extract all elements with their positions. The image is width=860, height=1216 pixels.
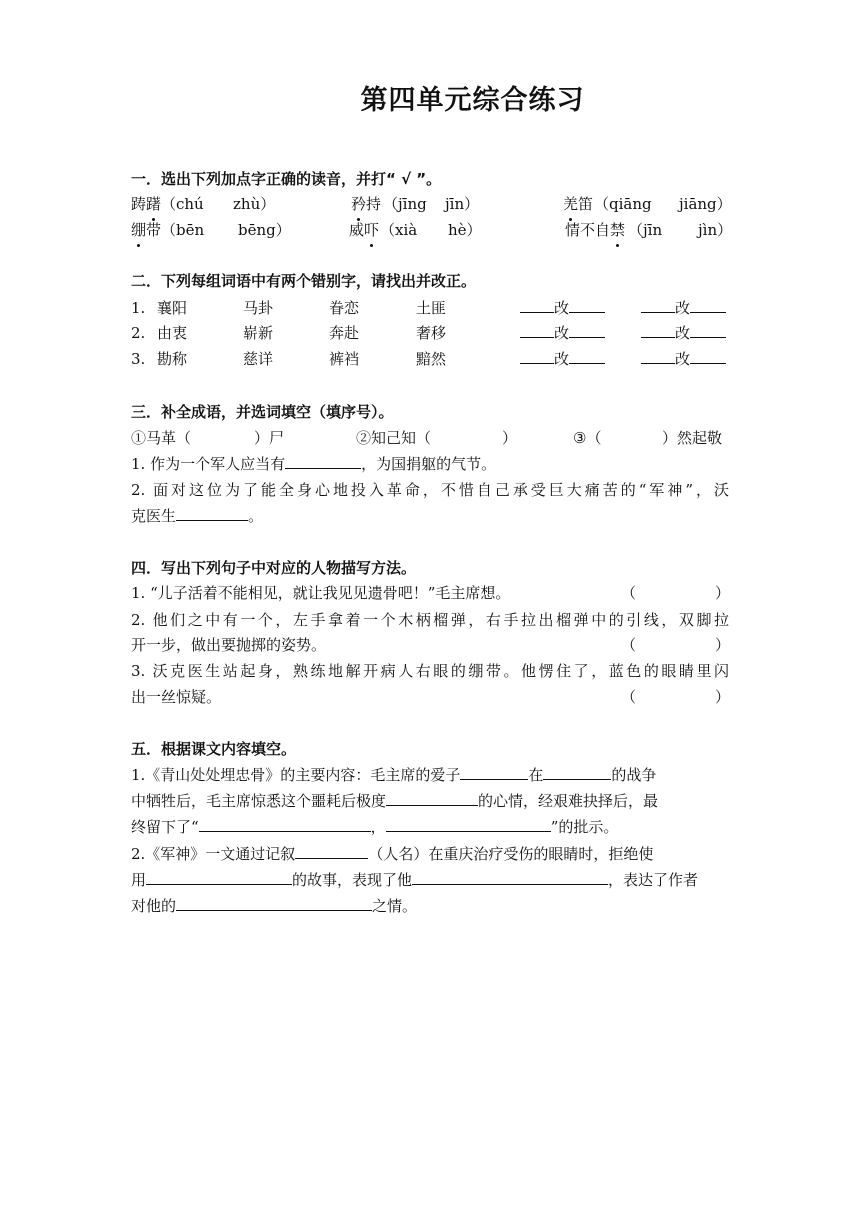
s1-r1-pinyin-c2: jiāng） <box>679 195 732 213</box>
blank[interactable] <box>569 348 605 364</box>
s1-r1-word-a <box>131 193 161 215</box>
section-3-heading: 三．补全成语，并选词填空（填序号）。 <box>131 403 394 421</box>
blank[interactable] <box>569 297 605 313</box>
question-text: 终留下了“ <box>131 818 199 836</box>
s4-question-3: 3. 沃克医生站起身，熟练地解开病人右眼的绷带。他愣住了，蓝色的眼睛里闪 <box>131 662 729 680</box>
s1-r2-pinyin-b1: （xià <box>380 221 418 239</box>
s1-r2-pinyin-a1: （bēn <box>161 221 205 239</box>
s5-line-5 <box>131 869 729 891</box>
idiom-option-3-start: ③（ <box>573 429 602 447</box>
correction-pair <box>520 348 605 370</box>
s1-r1-word-c <box>563 193 593 215</box>
blank[interactable] <box>460 764 528 780</box>
word: 崭新 <box>243 324 274 342</box>
correction-pair <box>520 297 605 319</box>
idiom-option-1-start: ①马革（ <box>131 429 192 447</box>
char: 持 <box>366 195 382 213</box>
blank[interactable] <box>690 297 726 313</box>
blank[interactable] <box>199 816 371 832</box>
answer-paren-right: ） <box>715 636 731 654</box>
question-text: 。 <box>248 507 264 525</box>
blank[interactable] <box>641 348 675 364</box>
s4-question-1 <box>131 582 729 604</box>
s1-row-1 <box>131 193 732 215</box>
s1-r2-pinyin-c1: （jīn <box>628 221 663 239</box>
char: 踌 <box>131 195 147 213</box>
s1-r2-pinyin-a2: bēng） <box>238 221 291 239</box>
dotted-char: 矜 <box>351 195 367 213</box>
blank[interactable] <box>386 816 551 832</box>
char: 威 <box>349 221 365 239</box>
idiom-option-3-end: ）然起敬 <box>662 429 723 447</box>
answer-paren-right: ） <box>715 688 731 706</box>
s1-r1-pinyin-b2: jīn） <box>445 195 480 213</box>
s1-r1-pinyin-b1: （jīng <box>383 195 427 213</box>
section-1-heading: 一．选出下列加点字正确的读音，并打“ √ ”。 <box>131 170 442 188</box>
section-4-heading: 四．写出下列句子中对应的人物描写方法。 <box>131 559 417 577</box>
blank[interactable] <box>520 322 554 338</box>
s1-r2-pinyin-c2: jìn） <box>698 221 733 239</box>
s1-r1-word-b <box>351 193 381 215</box>
question-text: 的战争 <box>611 766 657 784</box>
blank[interactable] <box>412 869 608 885</box>
question-text: 对他的 <box>131 897 177 915</box>
blank[interactable] <box>641 322 675 338</box>
correction-pair <box>641 322 726 344</box>
s1-r1-pinyin-a1: （chú <box>161 195 204 213</box>
blank[interactable] <box>543 764 611 780</box>
question-text: ，为国捐躯的气节。 <box>361 455 497 473</box>
blank[interactable] <box>146 869 292 885</box>
word: 奢移 <box>416 324 447 342</box>
gai-label: 改 <box>675 324 691 342</box>
word: 马卦 <box>243 299 274 317</box>
gai-label: 改 <box>554 324 570 342</box>
char: 情不自 <box>565 221 611 239</box>
idiom-option-1-end: ）尸 <box>254 429 285 447</box>
question-text: 的故事，表现了他 <box>292 871 413 889</box>
word: 土匪 <box>416 299 447 317</box>
s5-line-3 <box>131 816 729 838</box>
s3-question-1 <box>131 453 729 475</box>
word: 黯然 <box>416 350 447 368</box>
s1-r2-word-c <box>565 219 625 241</box>
gai-label: 改 <box>675 299 691 317</box>
word: 裤裆 <box>329 350 360 368</box>
s3-idiom-options <box>131 427 729 449</box>
dotted-char: 羌 <box>563 195 579 213</box>
dotted-char: 吓 <box>364 221 380 239</box>
answer-paren-left[interactable]: （ <box>621 584 637 602</box>
blank[interactable] <box>176 895 372 911</box>
s3-question-2: 2. 面对这位为了能全身心地投入革命，不惜自己承受巨大痛苦的“军神”，沃 <box>131 481 729 499</box>
word: 奔赴 <box>329 324 360 342</box>
s5-line-6 <box>131 895 729 917</box>
word: 襄阳 <box>157 299 188 317</box>
s1-r2-word-b <box>349 219 379 241</box>
question-text: 1.《青山处处埋忠骨》的主要内容：毛主席的爱子 <box>131 766 461 784</box>
row-number: 3. <box>131 350 146 368</box>
dotted-char: 绷 <box>131 221 147 239</box>
s2-row-3 <box>131 348 729 370</box>
s5-line-2 <box>131 790 729 812</box>
s5-line-4 <box>131 843 729 865</box>
s1-r1-pinyin-a2: zhù） <box>233 195 276 213</box>
question-text: ”的批示。 <box>550 818 619 836</box>
gai-label: 改 <box>554 299 570 317</box>
question-text: 1. 作为一个军人应当有 <box>131 455 286 473</box>
char: 笛 <box>578 195 594 213</box>
section-2-heading: 二．下列每组词语中有两个错别字，请找出并改正。 <box>131 272 477 290</box>
blank[interactable] <box>295 843 368 859</box>
blank[interactable] <box>520 297 554 313</box>
word: 勘称 <box>157 350 188 368</box>
correction-pair <box>520 322 605 344</box>
blank[interactable] <box>569 322 605 338</box>
s1-r2-word-a <box>131 219 161 241</box>
s4-question-2-cont <box>131 634 729 656</box>
blank[interactable] <box>285 453 361 469</box>
page-title: 第四单元综合练习 <box>360 85 585 116</box>
dotted-char: 躇 <box>146 195 162 213</box>
question-text: 克医生 <box>131 507 177 525</box>
correction-pair <box>641 348 726 370</box>
idiom-option-2-start: ②知己知（ <box>356 429 432 447</box>
s2-row-1 <box>131 297 729 319</box>
s1-r2-pinyin-b2: hè） <box>448 221 482 239</box>
word: 眷恋 <box>329 299 360 317</box>
blank[interactable] <box>520 348 554 364</box>
answer-paren-left[interactable]: （ <box>621 688 637 706</box>
blank[interactable] <box>690 322 726 338</box>
char: 带 <box>146 221 162 239</box>
question-text: 在 <box>528 766 544 784</box>
gai-label: 改 <box>675 350 691 368</box>
word: 慈详 <box>243 350 274 368</box>
s4-question-2: 2. 他们之中有一个，左手拿着一个木柄榴弹，右手拉出榴弹中的引线，双脚拉 <box>131 611 729 629</box>
blank[interactable] <box>386 790 478 806</box>
blank[interactable] <box>690 348 726 364</box>
question-text: 开一步，做出要抛掷的姿势。 <box>131 636 327 654</box>
s4-question-3-cont <box>131 686 729 708</box>
s2-row-2 <box>131 322 729 344</box>
row-number: 1. <box>131 299 146 317</box>
gai-label: 改 <box>554 350 570 368</box>
question-text: 之情。 <box>372 897 418 915</box>
correction-pair <box>641 297 726 319</box>
question-text: （人名）在重庆治疗受伤的眼睛时，拒绝使 <box>368 845 654 863</box>
answer-paren-right: ） <box>715 584 731 602</box>
question-text: ， <box>370 818 386 836</box>
s3-question-2-cont <box>131 505 729 527</box>
question-text: 1. “儿子活着不能相见，就让我见见遗骨吧！”毛主席想。 <box>131 584 511 602</box>
question-text: 用 <box>131 871 147 889</box>
question-text: 中牺牲后，毛主席惊悉这个噩耗后极度 <box>131 792 387 810</box>
word: 由衷 <box>157 324 188 342</box>
answer-paren-left[interactable]: （ <box>621 636 637 654</box>
s5-line-1 <box>131 764 729 786</box>
blank[interactable] <box>176 505 248 521</box>
question-text: 2.《军神》一文通过记叙 <box>131 845 296 863</box>
s1-row-2 <box>131 219 733 241</box>
row-number: 2. <box>131 324 146 342</box>
s1-r1-pinyin-c1: （qiāng <box>594 195 652 213</box>
blank[interactable] <box>641 297 675 313</box>
section-5-heading: 五．根据课文内容填空。 <box>131 740 297 758</box>
question-text: ，表达了作者 <box>608 871 699 889</box>
idiom-option-2-end: ） <box>502 429 518 447</box>
question-text: 出一丝惊疑。 <box>131 688 222 706</box>
dotted-char: 禁 <box>610 221 626 239</box>
question-text: 的心情，经艰难抉择后，最 <box>478 792 659 810</box>
